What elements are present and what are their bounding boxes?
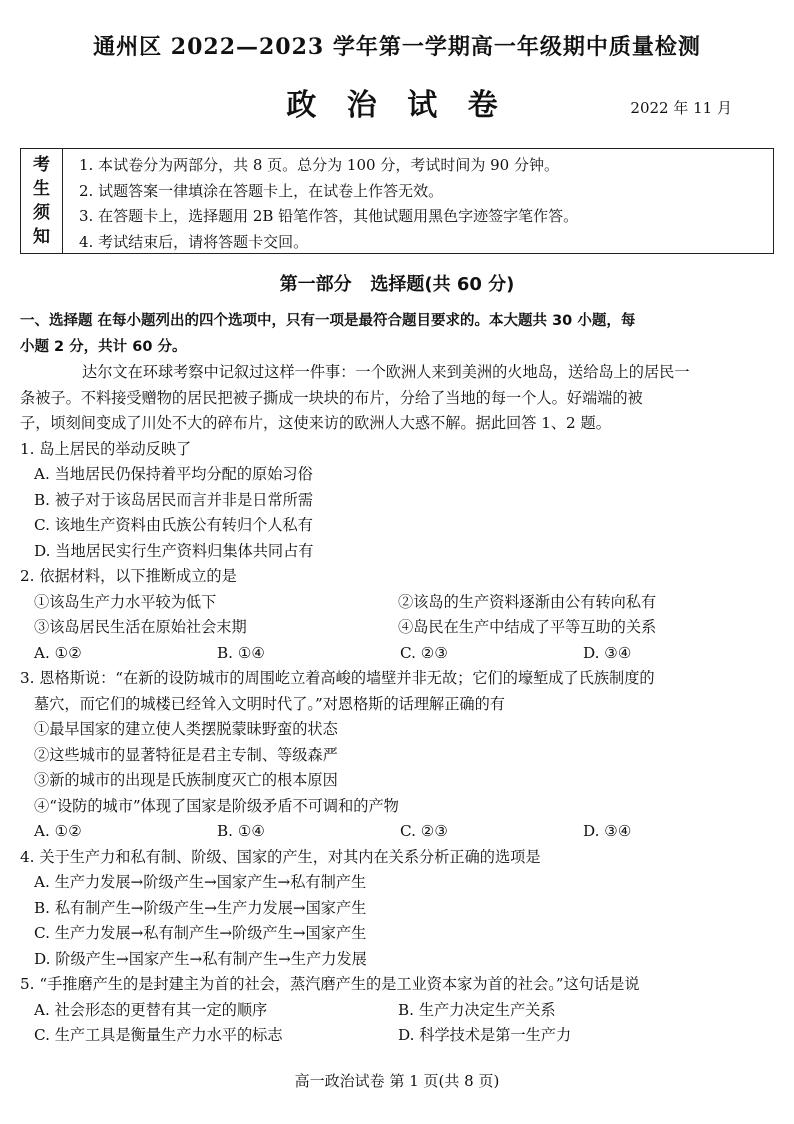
- answer-option: B. 被子对于该岛居民而言并非是日常所需: [34, 490, 314, 509]
- notice-item: 3. 在答题卡上，选择题用 2B 铅笔作答，其他试题用黑色字迹签字笔作答。: [79, 207, 579, 225]
- answer-option: A. 社会形态的更替有其一定的顺序: [34, 1000, 268, 1019]
- notice-item: 4. 考试结束后，请将答题卡交回。: [79, 232, 309, 251]
- option-row: [20, 998, 774, 1024]
- statement: ①最早国家的建立使人类摆脱蒙昧野蛮的状态: [34, 720, 338, 738]
- question-stem: 墓穴，而它们的城楼已经耸入文明时代了。”对恩格斯的话理解正确的有: [34, 694, 505, 713]
- statement: ③新的城市的出现是氏族制度灭亡的根本原因: [34, 771, 338, 789]
- statement: ④“设防的城市”体现了国家是阶级矛盾不可调和的产物: [34, 796, 399, 815]
- answer-option: D. 科学技术是第一生产力: [398, 1026, 572, 1044]
- option-row: [20, 1023, 774, 1049]
- notice-heading-char: 须: [33, 203, 50, 223]
- answer-option: B. 生产力决定生产关系: [398, 1000, 556, 1019]
- question-body: [20, 309, 774, 1049]
- instruction-line: 一、选择题 在每小题列出的四个选项中，只有一项是最符合题目要求的。本大题共 30 小题，每: [20, 313, 636, 329]
- statement: ④岛民在生产中结成了平等互助的关系: [398, 618, 657, 636]
- answer-option: C. ②③: [400, 822, 448, 840]
- notice-heading-char: 考: [33, 155, 50, 175]
- answer-option: D. ③④: [583, 643, 632, 662]
- statement: ③该岛居民生活在原始社会末期: [34, 618, 247, 636]
- subject-title: 政 治 试 卷: [286, 88, 508, 123]
- instruction-line: 小题 2 分，共计 60 分。: [20, 338, 187, 355]
- option-row: [20, 819, 774, 845]
- answer-option: D. 阶级产生→国家产生→私有制产生→生产力发展: [34, 949, 367, 968]
- question-stem: 4. 关于生产力和私有制、阶级、国家的产生，对其内在关系分析正确的选项是: [20, 847, 541, 866]
- answer-option: C. ②③: [400, 643, 448, 662]
- answer-option: C. 该地生产资料由氏族公有转归个人私有: [34, 516, 313, 534]
- page-footer: 高一政治试卷 第 1 页(共 8 页): [294, 1072, 500, 1090]
- statement-row: [20, 615, 774, 641]
- answer-option: C. 生产力发展→私有制产生→阶级产生→国家产生: [34, 924, 367, 942]
- notice-item: 1. 本试卷分为两部分，共 8 页。总分为 100 分，考试时间为 90 分钟。: [79, 156, 559, 174]
- exam-date: 2022 年 11 月: [630, 99, 732, 117]
- answer-option: B. 私有制产生→阶级产生→生产力发展→国家产生: [34, 898, 367, 917]
- candidate-notice-box: [20, 148, 774, 254]
- question-stem: 1. 岛上居民的举动反映了: [20, 439, 192, 458]
- answer-option: A. 生产力发展→阶级产生→国家产生→私有制产生: [34, 873, 367, 891]
- passage-line: 子，顷刻间变成了川处不大的碎布片，这使来访的欧洲人大惑不解。据此回答 1、2 题。: [20, 414, 611, 432]
- statement-row: [20, 590, 774, 616]
- passage-line: 达尔文在环球考察中记叙过这样一件事：一个欧洲人来到美洲的火地岛，送给岛上的居民一: [82, 363, 690, 381]
- notice-item: 2. 试题答案一律填涂在答题卡上，在试卷上作答无效。: [79, 181, 444, 200]
- statement: ②这些城市的显著特征是君主专制、等级森严: [34, 745, 338, 764]
- notice-heading-char: 知: [33, 227, 50, 247]
- answer-option: A. 当地居民仍保持着平均分配的原始习俗: [34, 465, 313, 483]
- exam-title: 通州区 2022—2023 学年第一学期高一年级期中质量检测: [93, 34, 701, 60]
- question-stem: 3. 恩格斯说：“在新的设防城市的周围屹立着高峻的墙壁并非无故；它们的壕堑成了氏族制度的: [20, 669, 655, 687]
- answer-option: D. 当地居民实行生产资料归集体共同占有: [34, 541, 314, 560]
- option-row: [20, 641, 774, 667]
- notice-heading-char: 生: [33, 179, 50, 199]
- question-stem: 2. 依据材料，以下推断成立的是: [20, 567, 237, 585]
- notice-items: [79, 153, 767, 255]
- answer-option: D. ③④: [583, 822, 632, 840]
- answer-option: A. ①②: [34, 643, 82, 662]
- notice-heading: [21, 149, 63, 253]
- passage-line: 条被子。不料接受赠物的居民把被子撕成一块块的布片，分给了当地的每一个人。好端端的被: [20, 388, 643, 407]
- statement: ②该岛的生产资料逐渐由公有转向私有: [398, 592, 657, 611]
- part-title: 第一部分 选择题(共 60 分): [279, 274, 515, 295]
- answer-option: C. 生产工具是衡量生产力水平的标志: [34, 1026, 283, 1044]
- answer-option: B. ①④: [217, 822, 266, 840]
- answer-option: A. ①②: [34, 822, 82, 840]
- question-stem: 5. “手推磨产生的是封建主为首的社会，蒸汽磨产生的是工业资本家为首的社会。”这句话是说: [20, 975, 640, 993]
- answer-option: B. ①④: [217, 643, 266, 662]
- statement: ①该岛生产力水平较为低下: [34, 592, 217, 611]
